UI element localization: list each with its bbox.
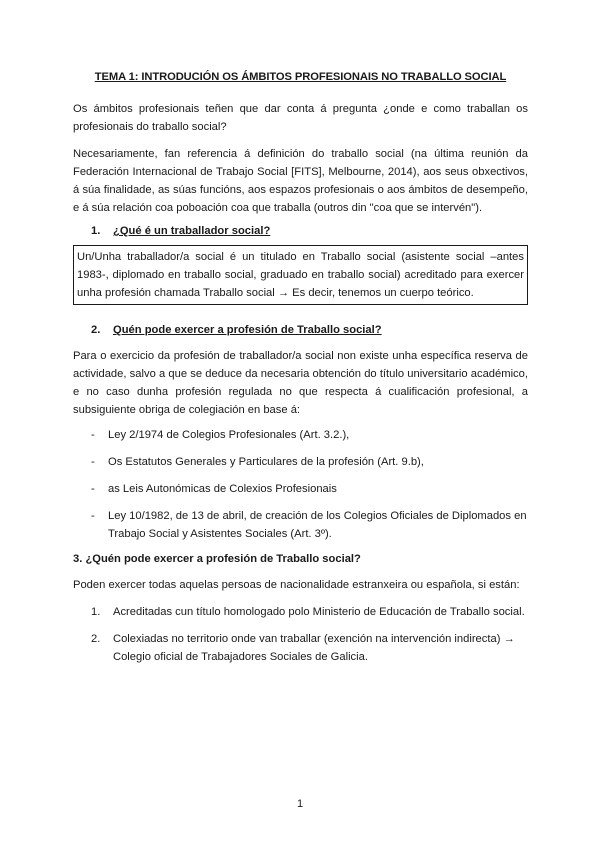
section-1-number: 1. bbox=[91, 225, 101, 237]
list-item bbox=[91, 453, 528, 471]
page-number: 1 bbox=[296, 798, 304, 810]
list-item bbox=[91, 630, 528, 666]
bullet-marker: - bbox=[91, 429, 95, 441]
list-item bbox=[91, 480, 528, 498]
definition-box: Un/Unha traballador/a social é un titulado en Traballo social (asistente social –antes 1983-, diplomado en traballo social, graduado en traballo social) acreditado para exercer unha profesión chamada Traballo social → Es decir, tenemos un cuerpo teórico. bbox=[73, 245, 528, 305]
section-1-title: ¿Qué é un traballador social? bbox=[113, 225, 271, 237]
section-2-title: Quén pode exercer a profesión de Traballo social? bbox=[113, 324, 382, 336]
document-title: TEMA 1: INTRODUCIÓN OS ÁMBITOS PROFESIONAIS NO TRABALLO SOCIAL bbox=[94, 71, 507, 83]
bullet-marker: - bbox=[91, 510, 95, 522]
list-item bbox=[91, 603, 528, 621]
list-item-text: Colexiadas no territorio onde van traballar (exención na intervención indirecta) → Colegio oficial de Trabajadores Sociales de Galicia. bbox=[113, 633, 515, 663]
section-3-paragraph: Poden exercer todas aquelas persoas de nacionalidade estranxeira ou española, si están: bbox=[73, 579, 520, 591]
section-2-number: 2. bbox=[91, 324, 101, 336]
section-2-paragraph: Para o exercicio da profesión de traballador/a social non existe unha específica reserva de actividade, salvo a que se deduce da necesaria obtención do título universitario académico, e no caso dunha profesión regulada no que respecta á cualificación profesional, a subsiguiente obriga de colegiación en base á: bbox=[73, 350, 528, 416]
list-item-number: 1. bbox=[91, 606, 101, 618]
bullet-text: Ley 10/1982, de 13 de abril, de creación de los Colegios Oficiales de Diplomados en Trabajo Social y Asistentes Sociales (Art. 3º). bbox=[108, 510, 527, 540]
section-1-heading bbox=[91, 222, 270, 240]
bullet-text: as Leis Autonómicas de Colexios Profesionais bbox=[108, 483, 337, 495]
bullet-marker: - bbox=[91, 456, 95, 468]
list-item bbox=[91, 507, 528, 543]
definition-paragraph: Necesariamente, fan referencia á definición do traballo social (na última reunión da Federación Internacional de Trabajo Social [FITS], Melbourne, 2014), aos seus obxectivos, á súa finalidade, as súas funcións, aos espazos profesionais o aos ámbitos de desempeño, e á súa relación coa poboación coa que traballa (outros din "coa que se intervén"). bbox=[73, 148, 528, 214]
bullet-text: Ley 2/1974 de Colegios Profesionales (Art. 3.2.), bbox=[108, 429, 350, 441]
list-item-number: 2. bbox=[91, 633, 101, 645]
list-item-text: Acreditadas cun título homologado polo Ministerio de Educación de Traballo social. bbox=[113, 606, 525, 618]
list-item bbox=[91, 426, 528, 444]
intro-paragraph: Os ámbitos profesionais teñen que dar conta á pregunta ¿onde e como traballan os profesionais do traballo social? bbox=[73, 103, 528, 133]
bullet-marker: - bbox=[91, 483, 95, 495]
section-2-heading bbox=[91, 321, 382, 339]
bullet-text: Os Estatutos Generales y Particulares de la profesión (Art. 9.b), bbox=[108, 456, 424, 468]
section-3-heading: 3. ¿Quén pode exercer a profesión de Traballo social? bbox=[73, 553, 361, 565]
